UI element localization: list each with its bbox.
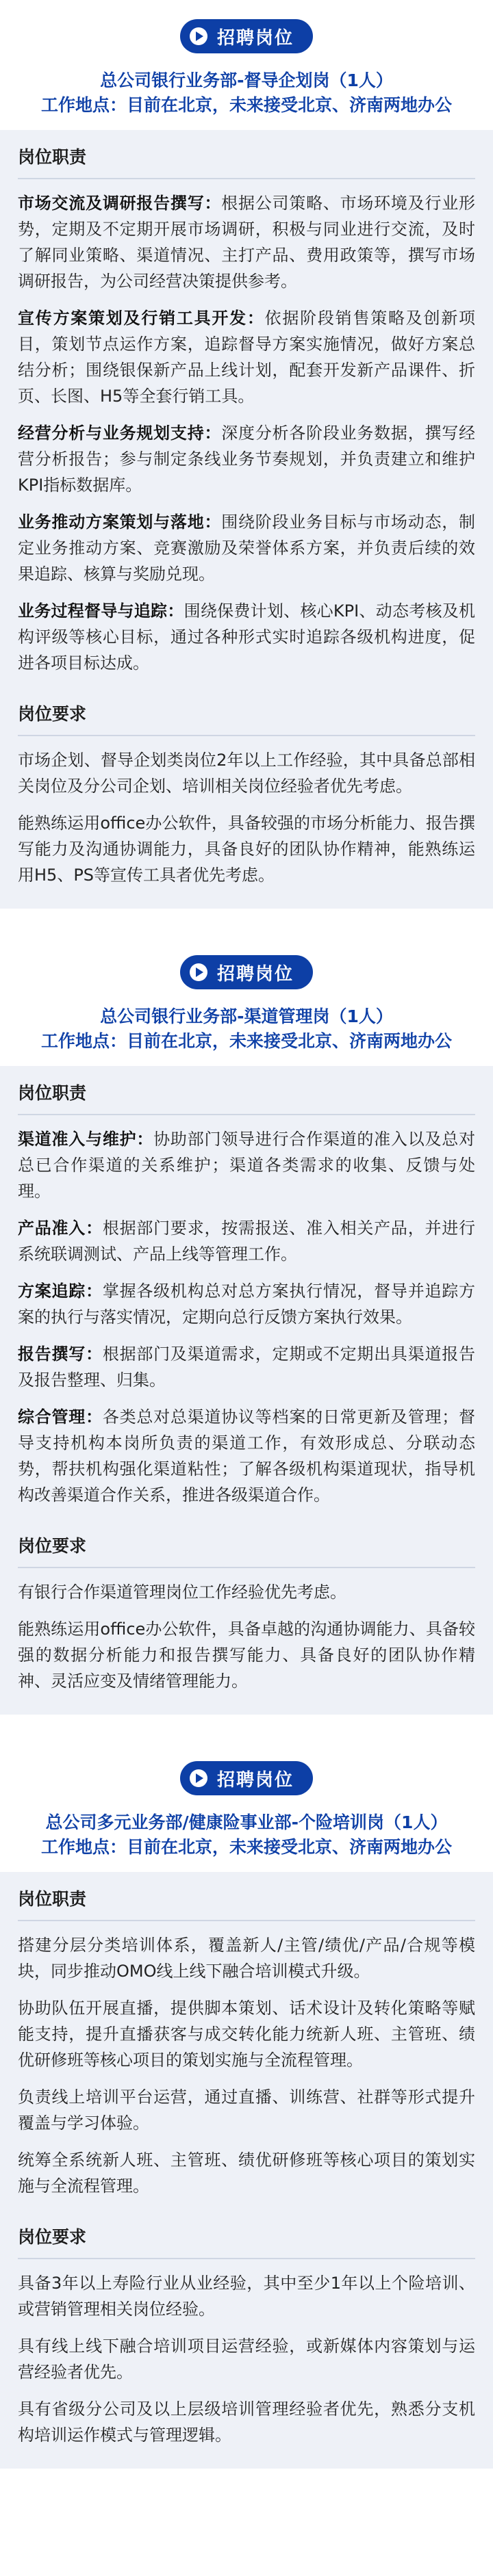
requirement-text: 具备3年以上寿险行业从业经验，其中至少1年以上个险培训、或营销管理相关岗位经验。 (18, 2274, 475, 2319)
duty-text: 围绕保费计划、核心KPI、动态考核及机构评级等核心目标，通过各种形式实时追踪各级机构进度，促进各项目标达成。 (18, 601, 475, 673)
duty-text: 负责线上培训平台运营，通过直播、训练营、社群等形式提升覆盖与学习体验。 (18, 2087, 475, 2133)
job-header (0, 936, 493, 1066)
duty-item (18, 1932, 475, 1984)
requirement-item (18, 2270, 475, 2322)
duty-text: 根据部门及渠道需求，定期或不定期出具渠道报告及报告整理、归集。 (18, 1344, 476, 1390)
duty-text: 根据公司策略、市场环境及行业形势，定期及不定期开展市场调研，积极与同业进行交流，及时了解同业策略、渠道情况、主打产品、费用政策等，撰写市场调研报告，为公司经营决策提供参考。 (18, 194, 476, 291)
job-title: 总公司银行业务部-渠道管理岗（1人） (100, 1006, 393, 1026)
requirement-text: 市场企划、督导企划类岗位2年以上工作经验，其中具备总部相关岗位及分公司企划、培训相关岗位经验者优先考虑。 (18, 751, 475, 796)
job-title: 总公司银行业务部-督导企划岗（1人） (100, 70, 393, 90)
job-header (0, 1742, 493, 1872)
recruit-tag-badge (180, 1761, 313, 1795)
job-details-panel (0, 1066, 493, 1715)
requirement-text: 具有线上线下融合培训项目运营经验，或新媒体内容策划与运营经验者优先。 (18, 2337, 475, 2382)
duty-item (18, 509, 475, 587)
job-header (0, 0, 493, 130)
duty-label: 方案追踪： (18, 1282, 103, 1301)
requirement-item (18, 810, 475, 888)
duty-item (18, 1215, 475, 1267)
duty-label: 经营分析与业务规划支持： (18, 424, 222, 443)
duty-label: 市场交流及调研报告撰写： (18, 194, 222, 213)
duty-label: 产品准入： (18, 1219, 103, 1238)
requirement-text: 能熟练运用office办公软件，具备较强的市场分析能力、报告撰写能力及沟通协调能力，具备良好的团队协作精神，能熟练运用H5、PS等宣传工具者优先考虑。 (18, 814, 475, 885)
recruit-tag-badge (180, 19, 313, 53)
duty-item (18, 2084, 475, 2136)
play-icon (190, 1769, 207, 1787)
recruit-tag-label: 招聘岗位 (216, 963, 294, 985)
recruit-tag-label: 招聘岗位 (216, 1769, 294, 1791)
section-spacer (0, 909, 493, 936)
job-details-panel (0, 1872, 493, 2469)
requirements-heading: 岗位要求 (18, 1519, 475, 1568)
requirement-item (18, 2333, 475, 2385)
section-spacer (0, 1715, 493, 1742)
recruit-tag-label: 招聘岗位 (216, 27, 294, 49)
duty-item (18, 1995, 475, 2073)
duty-text: 协助队伍开展直播，提供脚本策划、话术设计及转化策略等赋能支持，提升直播获客与成交转化能力统新人班、主管班、绩优研修班等核心项目的策划实施与全流程管理。 (18, 1999, 475, 2070)
duty-label: 综合管理： (18, 1407, 103, 1427)
duty-text: 搭建分层分类培训体系，覆盖新人/主管/绩优/产品/合规等模块，同步推动OMO线上线下融合培训模式升级。 (18, 1936, 475, 1981)
requirement-item (18, 2396, 475, 2448)
duty-text: 掌握各级机构总对总方案执行情况，督导并追踪方案的执行与落实情况，定期向总行反馈方案执行效果。 (18, 1282, 476, 1327)
duty-label: 业务过程督导与追踪： (18, 601, 184, 621)
duty-item (18, 598, 475, 676)
duties-heading: 岗位职责 (18, 130, 475, 179)
job-section (0, 1742, 493, 2469)
duty-item (18, 305, 475, 409)
job-section (0, 936, 493, 1715)
requirement-item (18, 1616, 475, 1694)
duty-item (18, 190, 475, 294)
requirement-text: 有银行合作渠道管理岗位工作经验优先考虑。 (18, 1583, 346, 1602)
job-location: 工作地点：目前在北京，未来接受北京、济南两地办公 (40, 95, 452, 115)
duties-heading: 岗位职责 (18, 1066, 475, 1115)
job-section (0, 0, 493, 909)
duty-label: 报告撰写： (18, 1344, 103, 1364)
recruit-tag-badge (180, 955, 313, 989)
job-details-panel (0, 130, 493, 909)
requirement-text: 具有省级分公司及以上层级培训管理经验者优先，熟悉分支机构培训运作模式与管理逻辑。 (18, 2399, 475, 2445)
duty-text: 各类总对总渠道协议等档案的日常更新及管理；督导支持机构本岗所负责的渠道工作，有效形成总、分联动态势，帮扶机构强化渠道粘性；了解各级机构渠道现状，指导机构改善渠道合作关系，推进各级渠道合作。 (18, 1407, 476, 1505)
duty-label: 业务推动方案策划与落地： (18, 512, 222, 532)
requirements-heading: 岗位要求 (18, 2210, 475, 2259)
duty-text: 统筹全系统新人班、主管班、绩优研修班等核心项目的策划实施与全流程管理。 (18, 2150, 475, 2196)
play-icon (190, 27, 207, 45)
duty-item (18, 420, 475, 498)
duty-text: 围绕阶段业务目标与市场动态，制定业务推动方案、竞赛激励及荣誉体系方案，并负责后续的效果追踪、核算与奖励兑现。 (18, 512, 476, 584)
play-icon (190, 963, 207, 981)
duty-item (18, 1341, 475, 1393)
duty-item (18, 1278, 475, 1330)
duty-item (18, 1404, 475, 1508)
duties-heading: 岗位职责 (18, 1872, 475, 1921)
job-location: 工作地点：目前在北京，未来接受北京、济南两地办公 (40, 1031, 452, 1051)
duty-label: 宣传方案策划及行销工具开发： (18, 309, 265, 328)
duty-text: 根据部门要求，按需报送、准入相关产品，并进行系统联调测试、产品上线等管理工作。 (18, 1219, 476, 1264)
requirements-heading: 岗位要求 (18, 687, 475, 736)
duty-item (18, 2147, 475, 2199)
duty-text: 协助部门领导进行合作渠道的准入以及总对总已合作渠道的关系维护；渠道各类需求的收集、反馈与处理。 (18, 1130, 476, 1201)
duty-text: 依据阶段销售策略及创新项目，策划节点运作方案，追踪督导方案实施情况，做好方案总结分析；围绕银保新产品上线计划，配套开发新产品课件、折页、长图、H5等全套行销工具。 (18, 309, 475, 406)
job-title: 总公司多元业务部/健康险事业部-个险培训岗（1人） (45, 1812, 448, 1832)
requirement-item (18, 1579, 475, 1605)
duty-text: 深度分析各阶段业务数据，撰写经营分析报告；参与制定条线业务节奏规划，并负责建立和维护KPI指标数据库。 (18, 424, 476, 495)
job-location: 工作地点：目前在北京，未来接受北京、济南两地办公 (40, 1837, 452, 1857)
requirement-item (18, 747, 475, 799)
duty-item (18, 1126, 475, 1204)
requirement-text: 能熟练运用office办公软件，具备卓越的沟通协调能力、具备较强的数据分析能力和报告撰写能力、具备良好的团队协作精神、灵活应变及情绪管理能力。 (18, 1619, 475, 1691)
duty-label: 渠道准入与维护： (18, 1130, 154, 1149)
